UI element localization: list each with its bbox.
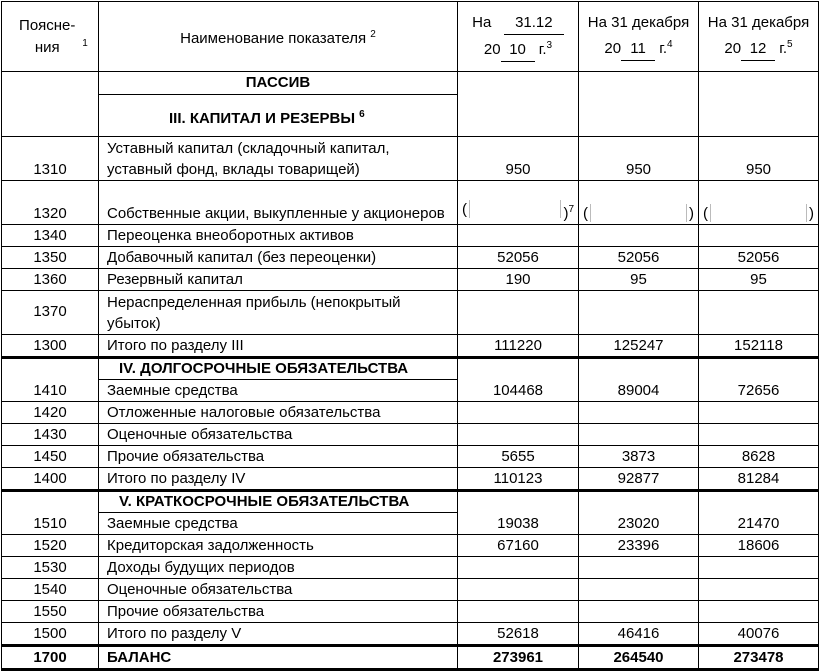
- row-value-2012: 72656: [699, 357, 819, 401]
- row-value-2010: 52056: [458, 246, 579, 268]
- paren-close: ): [689, 204, 694, 222]
- balance-row: [2, 645, 819, 669]
- table-row: [2, 290, 819, 334]
- row-code: 1540: [2, 578, 99, 600]
- row-code: 1340: [2, 224, 99, 246]
- row-value-2011: [579, 578, 699, 600]
- row-name: Уставный капитал (складочный капитал, уставный фонд, вклады товарищей): [99, 136, 458, 180]
- col2-year-prefix: 20: [604, 40, 622, 57]
- col-header-name-label: Наименование показателя: [180, 29, 367, 47]
- row-name: Итого по разделу V: [99, 622, 458, 645]
- row-name: Прочие обязательства: [99, 600, 458, 622]
- table-cell: [458, 72, 579, 137]
- section-header-shortterm: V. КРАТКОСРОЧНЫЕ ОБЯЗАТЕЛЬСТВА: [99, 490, 458, 512]
- row-code: 1450: [2, 445, 99, 467]
- row-value-2012: [699, 180, 819, 224]
- paren-sup: 7: [568, 203, 574, 215]
- row-name: Оценочные обязательства: [99, 423, 458, 445]
- col-header-2010: [458, 2, 579, 72]
- row-value-2012: [699, 600, 819, 622]
- col-header-2011: [579, 2, 699, 72]
- col-header-name-sup: 2: [370, 28, 376, 40]
- col1-suffix: г.: [538, 40, 547, 58]
- row-code: 1410: [33, 381, 67, 399]
- col2-prefix: На 31 декабря: [587, 14, 690, 31]
- table-row: [2, 334, 819, 357]
- paren-open: (: [703, 204, 708, 222]
- row-name: Оценочные обязательства: [99, 578, 458, 600]
- row-value-2010: [458, 180, 579, 224]
- row-code: 1300: [2, 334, 99, 357]
- paren-open: (: [462, 200, 467, 218]
- paren-open: (: [583, 204, 588, 222]
- row-code: 1320: [2, 180, 99, 224]
- row-value-2011: 125247: [579, 334, 699, 357]
- table-row: [2, 224, 819, 246]
- row-value-2012: 152118: [699, 334, 819, 357]
- row-value-2010: 5655: [458, 445, 579, 467]
- row-value-2011: 3873: [579, 445, 699, 467]
- row-code: 1360: [2, 268, 99, 290]
- row-value-2012: 95: [699, 268, 819, 290]
- row-name: Нераспределенная прибыль (непокрытый убыток): [99, 290, 458, 334]
- table-cell: [2, 490, 99, 534]
- table-row: [2, 401, 819, 423]
- row-value-2012: [699, 556, 819, 578]
- row-value-2012: [699, 224, 819, 246]
- table-row: [2, 180, 819, 224]
- row-code: 1350: [2, 246, 99, 268]
- col2-year: 11: [621, 38, 655, 61]
- row-value-2010: [458, 290, 579, 334]
- col-header-note-label: Поясне-ния: [19, 16, 76, 56]
- col3-year: 12: [741, 38, 775, 61]
- row-code: 1400: [2, 467, 99, 490]
- paren-close: ): [563, 204, 569, 222]
- row-value-2011: 46416: [579, 622, 699, 645]
- row-value-2010: 190: [458, 268, 579, 290]
- row-value-2010: 110123: [458, 467, 579, 490]
- row-value-2011: 23396: [579, 534, 699, 556]
- row-value-2011: 52056: [579, 246, 699, 268]
- row-value-2011: 95: [579, 268, 699, 290]
- col2-sup: 4: [667, 39, 673, 50]
- row-value-2012: 950: [699, 136, 819, 180]
- row-value-2010: [458, 556, 579, 578]
- row-name: Кредиторская задолженность: [99, 534, 458, 556]
- col3-suffix: г.: [779, 40, 788, 57]
- row-value-2012: 18606: [699, 534, 819, 556]
- row-value-2010: 67160: [458, 534, 579, 556]
- section-header-passive: ПАССИВ: [99, 72, 457, 95]
- row-value-2010: [458, 423, 579, 445]
- row-value-2010: 52618: [458, 622, 579, 645]
- row-value-2012: [699, 578, 819, 600]
- row-code: 1520: [2, 534, 99, 556]
- row-value-2012: [699, 401, 819, 423]
- row-name: Резервный капитал: [99, 268, 458, 290]
- row-value-2011: [579, 423, 699, 445]
- row-name: Итого по разделу III: [99, 334, 458, 357]
- col-header-2012: [699, 2, 819, 72]
- section-header-capital: [99, 95, 457, 135]
- table-row: [2, 622, 819, 645]
- section-header-capital-sup: 6: [359, 109, 365, 120]
- row-name: Заемные средства: [99, 379, 458, 401]
- row-name: Добавочный капитал (без переоценки): [99, 246, 458, 268]
- table-cell: [2, 357, 99, 401]
- table-cell: [2, 72, 99, 137]
- col-header-note: [2, 2, 99, 72]
- col2-suffix: г.: [659, 40, 668, 57]
- paren-close-group: [563, 200, 574, 224]
- col3-prefix: На 31 декабря: [707, 14, 810, 31]
- row-code: 1430: [2, 423, 99, 445]
- section-row-shortterm: [2, 490, 819, 512]
- row-code: 1530: [2, 556, 99, 578]
- row-value-2012: [699, 423, 819, 445]
- table-row: [2, 467, 819, 490]
- row-value-2010: 19038: [458, 490, 579, 534]
- row-code: 1370: [2, 290, 99, 334]
- row-value-2010: [458, 578, 579, 600]
- row-value-2012: 81284: [699, 467, 819, 490]
- row-code: 1500: [2, 622, 99, 645]
- table-row: [2, 600, 819, 622]
- col-header-name: [99, 2, 458, 72]
- table-row: [2, 445, 819, 467]
- row-value-2010: 111220: [458, 334, 579, 357]
- row-value-2010: 950: [458, 136, 579, 180]
- row-value-2010: [458, 600, 579, 622]
- row-value-2010: [458, 224, 579, 246]
- row-code: 1700: [2, 645, 99, 669]
- row-code: 1310: [2, 136, 99, 180]
- row-value-2011: 23020: [579, 490, 699, 534]
- row-value-2012: 8628: [699, 445, 819, 467]
- paren-box: [469, 200, 561, 218]
- row-code: 1420: [2, 401, 99, 423]
- table-row: [2, 534, 819, 556]
- paren-close: ): [809, 204, 814, 222]
- table-row: [2, 136, 819, 180]
- section-header-passive-cell: [99, 72, 458, 136]
- table-cell: [699, 72, 819, 137]
- row-value-2011: [579, 290, 699, 334]
- row-name: БАЛАНС: [99, 645, 458, 669]
- row-value-2012: 40076: [699, 622, 819, 645]
- section-row-longterm: [2, 357, 819, 379]
- section-header-capital-label: III. КАПИТАЛ И РЕЗЕРВЫ: [169, 110, 355, 127]
- col3-year-prefix: 20: [724, 40, 742, 57]
- table-row: [2, 556, 819, 578]
- table-cell: [579, 72, 699, 137]
- row-name: Прочие обязательства: [99, 445, 458, 467]
- paren-box: [710, 204, 807, 222]
- header-row: [2, 2, 819, 72]
- row-value-2011: [579, 180, 699, 224]
- row-value-2011: 89004: [579, 357, 699, 401]
- row-name: Собственные акции, выкупленные у акционеров: [99, 180, 458, 224]
- row-code: 1550: [2, 600, 99, 622]
- balance-sheet-table: [1, 1, 819, 671]
- col3-sup: 5: [787, 39, 793, 50]
- row-value-2010: 273961: [458, 645, 579, 669]
- table-row: [2, 578, 819, 600]
- row-value-2011: 950: [579, 136, 699, 180]
- table-row: [2, 246, 819, 268]
- col1-year: 10: [501, 39, 535, 62]
- table-row: [2, 268, 819, 290]
- section-header-longterm: IV. ДОЛГОСРОЧНЫЕ ОБЯЗАТЕЛЬСТВА: [99, 357, 458, 379]
- row-value-2011: [579, 401, 699, 423]
- row-value-2010: 104468: [458, 357, 579, 401]
- row-name: Заемные средства: [99, 512, 458, 534]
- row-value-2010: [458, 401, 579, 423]
- row-value-2011: [579, 224, 699, 246]
- row-value-2012: 52056: [699, 246, 819, 268]
- table-row: [2, 423, 819, 445]
- col1-prefix: На: [472, 13, 492, 31]
- row-value-2011: 264540: [579, 645, 699, 669]
- paren-box: [590, 204, 687, 222]
- row-name: Отложенные налоговые обязательства: [99, 401, 458, 423]
- col1-sup: 3: [546, 39, 553, 51]
- row-code: 1510: [33, 514, 67, 532]
- row-value-2012: 273478: [699, 645, 819, 669]
- row-value-2011: 92877: [579, 467, 699, 490]
- row-name: Переоценка внеоборотных активов: [99, 224, 458, 246]
- col-header-note-sup: 1: [82, 37, 88, 49]
- col1-date: 31.12: [504, 12, 564, 35]
- row-name: Итого по разделу IV: [99, 467, 458, 490]
- row-name: Доходы будущих периодов: [99, 556, 458, 578]
- section-row-passive: [2, 72, 819, 136]
- row-value-2012: 21470: [699, 490, 819, 534]
- row-value-2012: [699, 290, 819, 334]
- row-value-2011: [579, 556, 699, 578]
- row-value-2011: [579, 600, 699, 622]
- col1-year-prefix: 20: [483, 40, 501, 58]
